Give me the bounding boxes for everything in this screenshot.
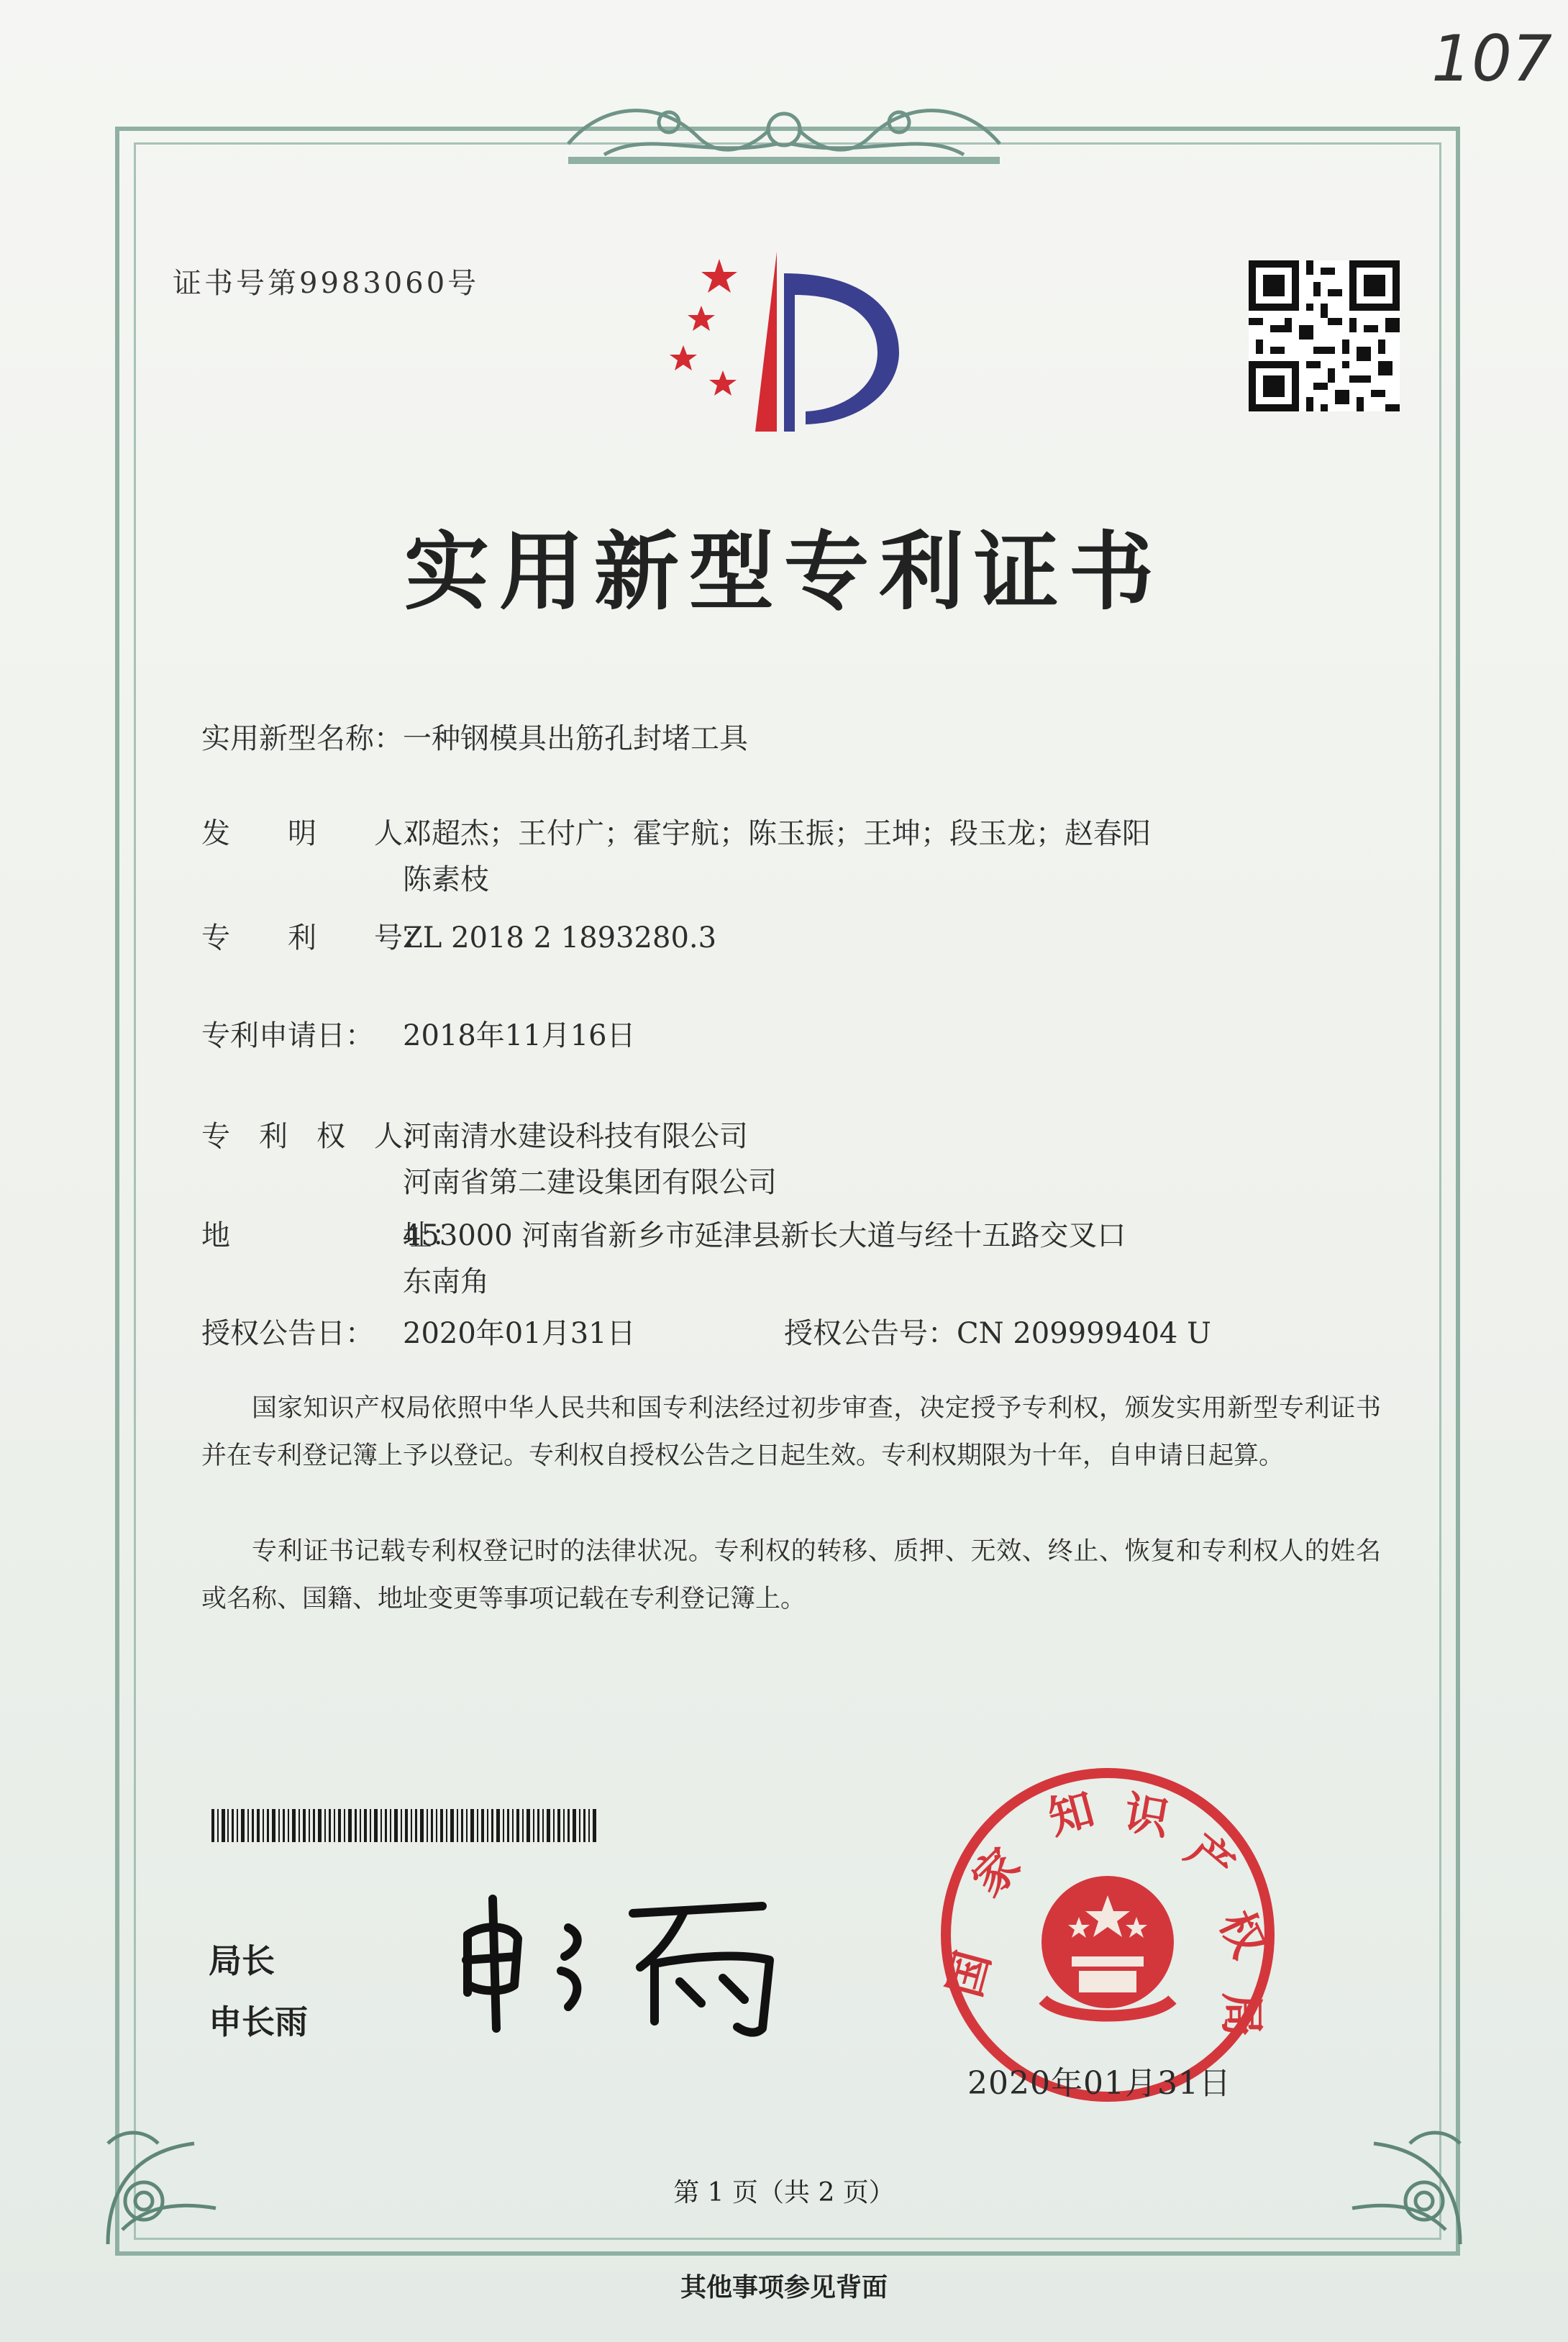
legal-paragraph-1: 国家知识产权局依照中华人民共和国专利法经过初步审查，决定授予专利权，颁发实用新型专利证书并在专利登记簿上予以登记。专利权自授权公告之日起生效。专利权期限为十年，自申请日起算。: [201, 1394, 1381, 1470]
inventor-line-1: 邓超杰；王付广；霍宇航；陈玉振；王坤；段玉龙；赵春阳: [403, 817, 1151, 850]
director-title: 局长: [209, 1941, 275, 1980]
grant-number-label: 授权公告号：: [784, 1317, 957, 1350]
field-inventors: [201, 811, 1151, 903]
field-grant-date: [201, 1311, 636, 1357]
utility-model-name-value: 一种钢模具出筋孔封堵工具: [403, 722, 748, 755]
address-line-2: 东南角: [403, 1265, 489, 1298]
director-signature-icon: [453, 1885, 798, 2043]
inventor-label: 发 明 人：: [201, 817, 432, 850]
seal-date: 2020年01月31日: [967, 2065, 1231, 2102]
qr-code-icon: [1249, 260, 1400, 411]
certificate-title: 实用新型专利证书: [404, 521, 1164, 621]
grant-date-label: 授权公告日：: [201, 1317, 374, 1350]
patentee-line-1: 河南清水建设科技有限公司: [403, 1120, 748, 1153]
address-line-1: 453000 河南省新乡市延津县新长大道与经十五路交叉口: [403, 1219, 1126, 1252]
certificate-number: 证书号第9983060号: [173, 267, 480, 300]
top-ornament-icon: [561, 86, 1007, 173]
filing-date-label: 专利申请日：: [201, 1019, 374, 1052]
field-patent-number: [201, 915, 716, 961]
svg-text:家: 家: [961, 1838, 1031, 1907]
barcode-icon: [211, 1809, 600, 1842]
utility-model-name-label: 实用新型名称：: [201, 722, 403, 755]
legal-paragraph-2: 专利证书记载专利权登记时的法律状况。专利权的转移、质押、无效、终止、恢复和专利权人的姓名或名称、国籍、地址变更等事项记载在专利登记簿上。: [201, 1537, 1381, 1613]
svg-text:局: 局: [1216, 1992, 1268, 2038]
field-patentee: [201, 1113, 777, 1206]
handwritten-number: 107: [1431, 22, 1552, 96]
svg-text:国: 国: [937, 1946, 1000, 2002]
svg-text:权: 权: [1209, 1903, 1276, 1966]
patent-number-value: ZL 2018 2 1893280.3: [403, 921, 717, 954]
patentee-label: 专 利 权 人：: [201, 1120, 432, 1153]
address-label: 地 址：: [201, 1219, 460, 1252]
field-utility-model-name: [201, 716, 748, 762]
svg-text:识: 识: [1120, 1785, 1174, 1846]
official-seal-icon: [935, 1762, 1280, 2108]
field-grant-number: [784, 1311, 1211, 1357]
svg-text:产: 产: [1176, 1823, 1244, 1893]
field-filing-date: [201, 1013, 636, 1059]
patentee-line-2: 河南省第二建设集团有限公司: [403, 1166, 777, 1199]
patent-number-label: 专 利 号：: [201, 921, 432, 954]
field-address: [201, 1213, 1126, 1305]
filing-date-value: 2018年11月16日: [403, 1019, 636, 1052]
inventor-line-2: 陈素枝: [403, 863, 489, 896]
page-number: 第 1 页（共 2 页）: [673, 2178, 895, 2207]
director-name: 申长雨: [209, 2002, 308, 2041]
svg-text:知: 知: [1042, 1782, 1100, 1845]
grant-date-value: 2020年01月31日: [403, 1317, 636, 1350]
footer-note: 其他事项参见背面: [680, 2272, 888, 2302]
grant-number-value: CN 209999404 U: [957, 1317, 1211, 1350]
cnipa-logo-icon: [669, 245, 906, 446]
